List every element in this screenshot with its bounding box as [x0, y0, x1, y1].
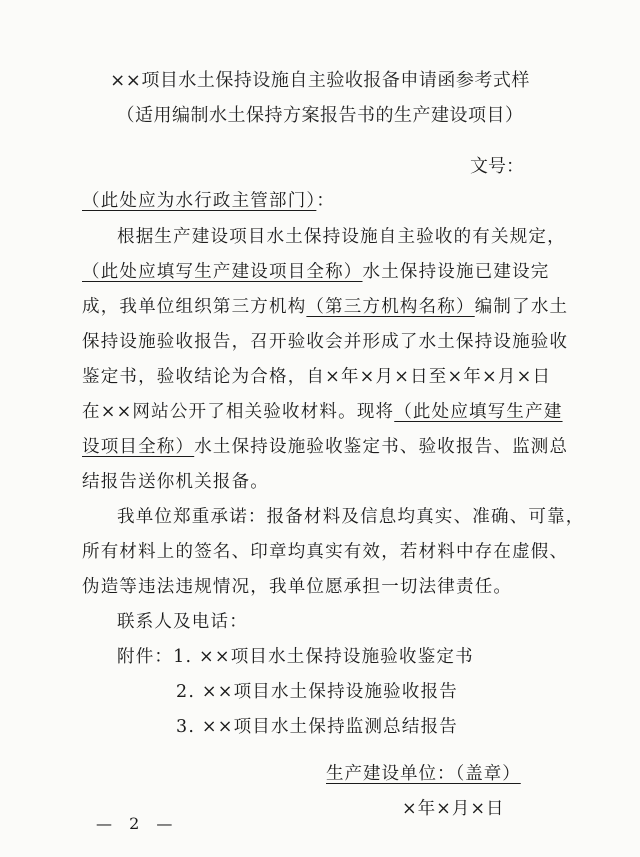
signature-date: ×年×月×日 — [402, 799, 505, 819]
addressee-line — [82, 187, 335, 212]
attachment-item: 2. ××项目水土保持设施验收报告 — [176, 682, 458, 702]
document-subtitle: （适用编制水土保持方案报告书的生产建设项目） — [116, 105, 524, 126]
para1-line8: 结报告送你机关报备。 — [82, 472, 269, 492]
para1-line5: 鉴定书，验收结论为合格，自×年×月×日至×年×月×日 — [82, 367, 552, 387]
para2-line3: 伪造等违法违规情况，我单位愿承担一切法律责任。 — [82, 577, 513, 597]
para2-line2: 所有材料上的签名、印章均真实有效，若材料中存在虚假、 — [82, 542, 569, 562]
para1-line6-text: 在××网站公开了相关验收材料。现将 — [82, 402, 395, 422]
third-party-name-placeholder: （第三方机构名称） — [306, 297, 475, 317]
addressee-colon: ： — [316, 191, 336, 211]
attachments-label: 附件： — [117, 647, 174, 667]
para1-line6 — [82, 398, 563, 423]
para1-line7-text: 水土保持设施验收鉴定书、验收报告、监测总 — [194, 437, 569, 457]
project-name-placeholder-2a: （此处应填写生产建 — [394, 402, 563, 422]
attachment-item: 3. ××项目水土保持监测总结报告 — [176, 717, 458, 737]
para1-line7 — [82, 433, 568, 458]
para1-line3-text-a: 成，我单位组织第三方机构 — [82, 297, 307, 317]
signature-unit: 生产建设单位：（盖章） — [326, 764, 521, 784]
project-name-placeholder-2b: 设项目全称） — [82, 437, 195, 457]
page-number: — 2 — — [96, 814, 179, 833]
para1-line3-text-b: 编制了水土 — [474, 297, 569, 317]
project-name-placeholder: （此处应填写生产建设项目全称） — [82, 262, 363, 282]
contact-label: 联系人及电话： — [117, 612, 248, 632]
para1-line2-text: 水土保持设施已建设完 — [362, 262, 550, 282]
attachments-list-first — [117, 643, 474, 668]
para2-line1: 我单位郑重承诺：报备材料及信息均真实、准确、可靠， — [117, 507, 585, 527]
para1-line1: 根据生产建设项目水土保持设施自主验收的有关规定， — [117, 227, 566, 247]
para1-line4: 保持设施验收报告，召开验收会并形成了水土保持设施验收 — [82, 332, 569, 352]
document-number-label: 文号： — [470, 156, 524, 177]
para1-line2 — [82, 258, 550, 283]
addressee-placeholder: （此处应为水行政主管部门） — [82, 191, 317, 211]
document-title: ××项目水土保持设施自主验收报备申请函参考式样 — [110, 70, 530, 91]
attachment-item: 1. ××项目水土保持设施验收鉴定书 — [173, 647, 474, 667]
para1-line3 — [82, 293, 568, 318]
